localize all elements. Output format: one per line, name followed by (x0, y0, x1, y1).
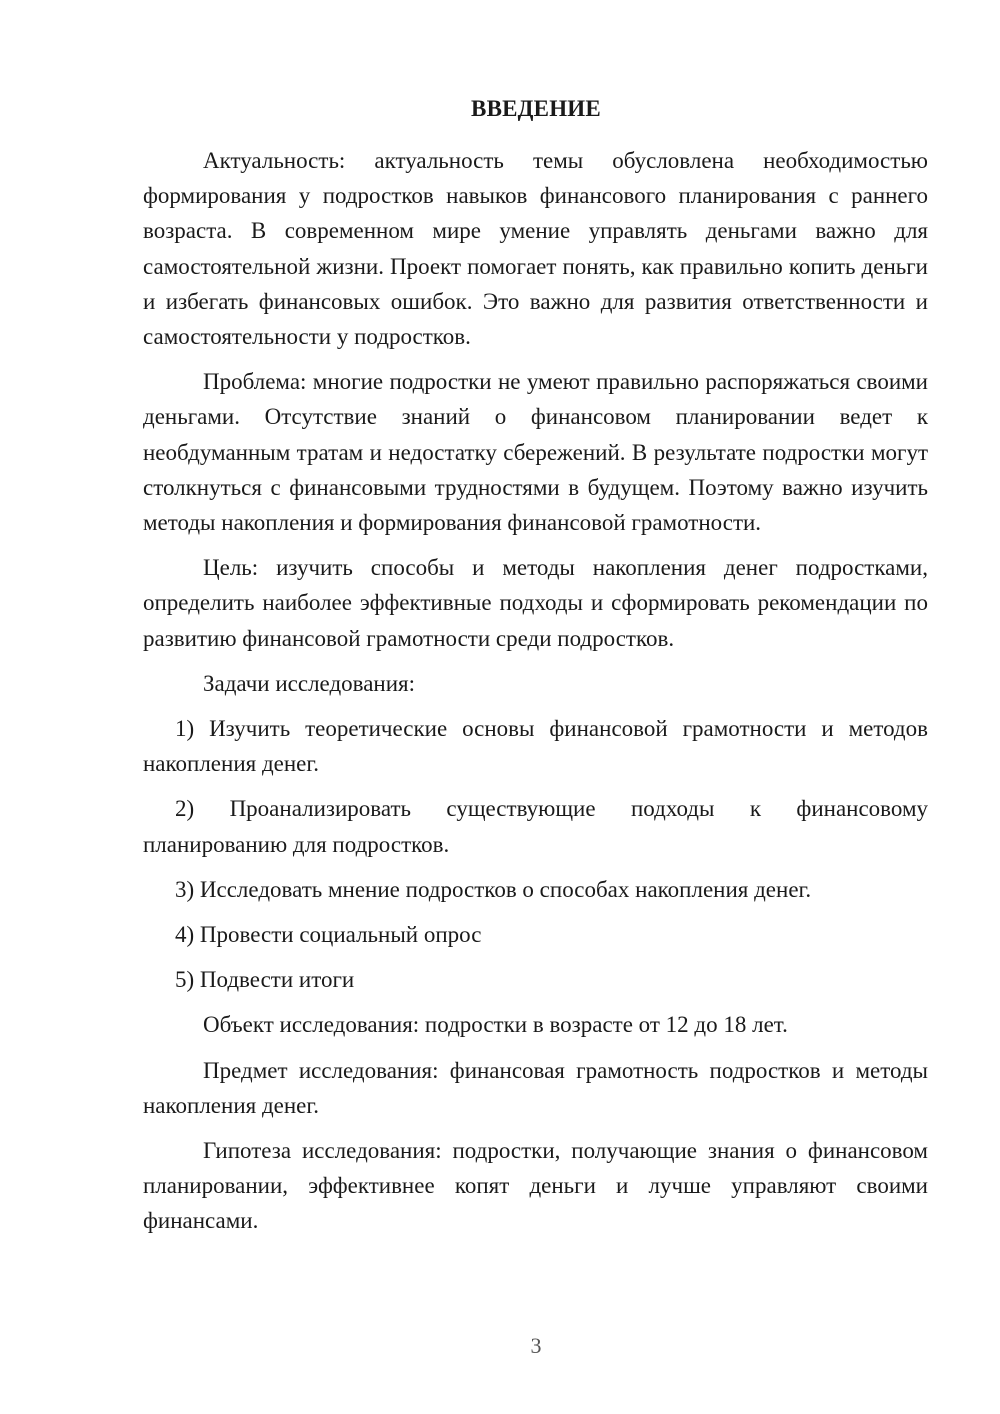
paragraph-goal: Цель: изучить способы и методы накопления денег подростками, определить наиболее эффективные подходы и сформировать рекомендации по развитию финансовой грамотности среди подростков. (143, 555, 928, 651)
paragraph-subject: Предмет исследования: финансовая грамотность подростков и методы накопления денег. (143, 1057, 928, 1118)
paragraph-problem: Проблема: многие подростки не умеют правильно распоряжаться своими деньгами. Отсутствие знаний о финансовом планировании ведет к необдуманным тратам и недостатку сбережений. В результате подростки могут столкнуться с финансовыми трудностями в будущем. Поэтому важно изучить методы накопления и формирования финансовой грамотности. (143, 369, 928, 536)
tasks-heading: Задачи исследования: (203, 670, 416, 696)
task-item-2: 2) Проанализировать существующие подходы к финансовому планированию для подростков. (143, 796, 928, 857)
body-text (143, 143, 928, 1249)
task-item-5: 5) Подвести итоги (175, 967, 355, 993)
section-title: ВВЕДЕНИЕ (471, 96, 601, 121)
task-item-3: 3) Исследовать мнение подростков о способах накопления денег. (175, 876, 812, 902)
task-item-4: 4) Провести социальный опрос (175, 922, 482, 948)
task-item-1: 1) Изучить теоретические основы финансовой грамотности и методов накопления денег. (143, 716, 928, 777)
page-number: 3 (530, 1333, 542, 1358)
paragraph-relevance: Актуальность: актуальность темы обусловлена необходимостью формирования у подростков навыков финансового планирования с раннего возраста. В современном мире умение управлять деньгами важно для самостоятельной жизни. Проект помогает понять, как правильно копить деньги и избегать финансовых ошибок. Это важно для развития ответственности и самостоятельности у подростков. (143, 148, 928, 350)
paragraph-hypothesis: Гипотеза исследования: подростки, получающие знания о финансовом планировании, эффективнее копят деньги и лучше управляют своими финансами. (143, 1138, 928, 1234)
paragraph-object: Объект исследования: подростки в возрасте от 12 до 18 лет. (203, 1012, 788, 1038)
